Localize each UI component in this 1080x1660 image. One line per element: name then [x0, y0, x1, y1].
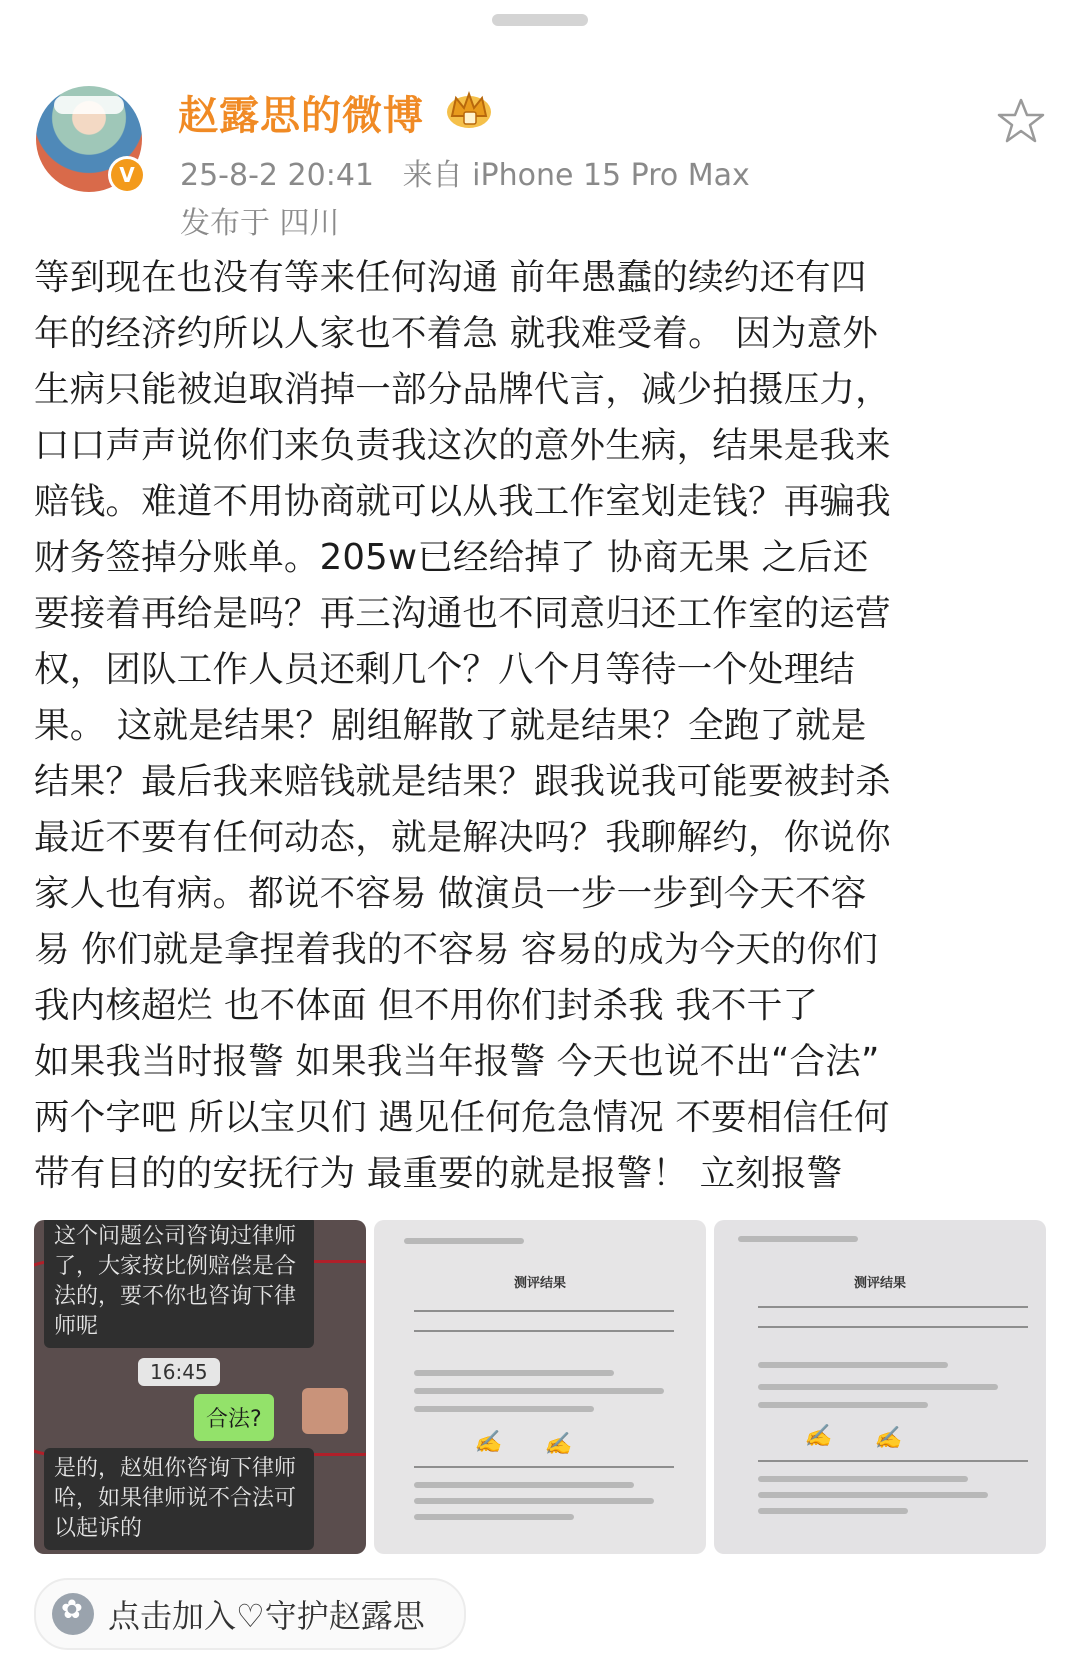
- doc-text: [414, 1514, 574, 1520]
- post-text-line: 我内核超烂 也不体面 但不用你们封杀我 我不干了: [34, 985, 819, 1026]
- post-text-line: 口口声声说你们来负责我这次的意外生病，结果是我来: [34, 425, 891, 466]
- post-text-line: 权，团队工作人员还剩几个？八个月等待一个处理结: [34, 649, 856, 690]
- post-text-line: 如果我当时报警 如果我当年报警 今天也说不出“合法”: [34, 1041, 880, 1082]
- post-image-chat[interactable]: [34, 1220, 366, 1554]
- join-fan-group-button[interactable]: [34, 1578, 466, 1650]
- doc-text: [758, 1384, 998, 1390]
- join-fan-group-label: 点击加入♡守护赵露思: [108, 1597, 425, 1635]
- post-text-line: 等到现在也没有等来任何沟通 前年愚蠢的续约还有四: [34, 257, 867, 298]
- doc-signature: ✍: [474, 1430, 502, 1455]
- post-text-line: 最近不要有任何动态，就是解决吗？我聊解约，你说你: [34, 817, 891, 858]
- post-body: [34, 250, 1050, 1202]
- post-text-line: 两个字吧 所以宝贝们 遇见任何危急情况 不要相信任何: [34, 1097, 890, 1138]
- username[interactable]: 赵露思的微博: [178, 93, 424, 139]
- chat-message-mine: 合法?: [194, 1394, 274, 1441]
- post-text-line: 生病只能被迫取消掉一部分品牌代言，减少拍摄压力，: [34, 369, 891, 410]
- post-source: 来自 iPhone 15 Pro Max: [402, 158, 750, 193]
- chat-message-reply: 是的，赵姐你咨询下律师哈，如果律师说不合法可以起诉的: [44, 1448, 314, 1550]
- post-text-line: 财务签掉分账单。205w已经给掉了 协商无果 之后还: [34, 537, 869, 578]
- post-text-line: 果。 这就是结果？剧组解散了就是结果？全跑了就是: [34, 705, 867, 746]
- doc-table-line: [758, 1326, 1028, 1328]
- flower-icon: [52, 1593, 94, 1635]
- doc-text: [414, 1406, 594, 1412]
- doc-table-line: [414, 1310, 674, 1312]
- post-image-document-2[interactable]: [714, 1220, 1046, 1554]
- doc-header-text: [404, 1238, 524, 1244]
- post-text-line: 易 你们就是拿捏着我的不容易 容易的成为今天的你们: [34, 929, 879, 970]
- chat-avatar: [302, 1388, 348, 1434]
- doc-text: [758, 1362, 948, 1368]
- doc-text: [758, 1508, 908, 1514]
- doc-text: [758, 1402, 928, 1408]
- chat-time: 16:45: [138, 1358, 220, 1386]
- post-text-line: 带有目的的安抚行为 最重要的就是报警！ 立刻报警: [34, 1153, 843, 1194]
- drag-handle[interactable]: [492, 14, 588, 26]
- doc-table-line: [758, 1460, 1028, 1462]
- post-text-line: 年的经济约所以人家也不着急 就我难受着。 因为意外: [34, 313, 879, 354]
- post-text-line: 结果？最后我来赔钱就是结果？跟我说我可能要被封杀: [34, 761, 891, 802]
- doc-text: [414, 1498, 654, 1504]
- verified-badge-label: V: [111, 159, 143, 191]
- doc-text: [414, 1388, 664, 1394]
- doc-table-line: [758, 1306, 1028, 1308]
- doc-header-text: [738, 1236, 858, 1242]
- post-meta: [180, 150, 750, 194]
- doc-table-line: [414, 1466, 674, 1468]
- post-image-document-1[interactable]: [374, 1220, 706, 1554]
- chat-message-top: 这个问题公司咨询过律师了，大家按比例赔偿是合法的，要不你也咨询下律师呢: [44, 1220, 314, 1348]
- doc-text: [758, 1476, 968, 1482]
- crown-badge-icon[interactable]: [444, 88, 494, 130]
- doc-table-line: [414, 1330, 674, 1332]
- doc-title: 测评结果: [513, 1276, 566, 1291]
- post-text-line: 家人也有病。都说不容易 做演员一步一步到今天不容: [34, 873, 867, 914]
- post-location: 发布于 四川: [180, 206, 340, 241]
- verified-icon: [108, 156, 146, 194]
- post-text-line: 要接着再给是吗？再三沟通也不同意归还工作室的运营: [34, 593, 891, 634]
- doc-signature: ✍: [804, 1424, 832, 1449]
- post-text-line: 赔钱。难道不用协商就可以从我工作室划走钱？再骗我: [34, 481, 891, 522]
- doc-text: [758, 1492, 988, 1498]
- doc-signature: ✍: [544, 1432, 572, 1457]
- doc-title: 测评结果: [853, 1276, 906, 1291]
- favorite-star-icon[interactable]: [996, 96, 1046, 146]
- post-timestamp: 25-8-2 20:41: [180, 158, 374, 193]
- doc-text: [414, 1482, 634, 1488]
- doc-signature: ✍: [874, 1426, 902, 1451]
- doc-text: [414, 1370, 614, 1376]
